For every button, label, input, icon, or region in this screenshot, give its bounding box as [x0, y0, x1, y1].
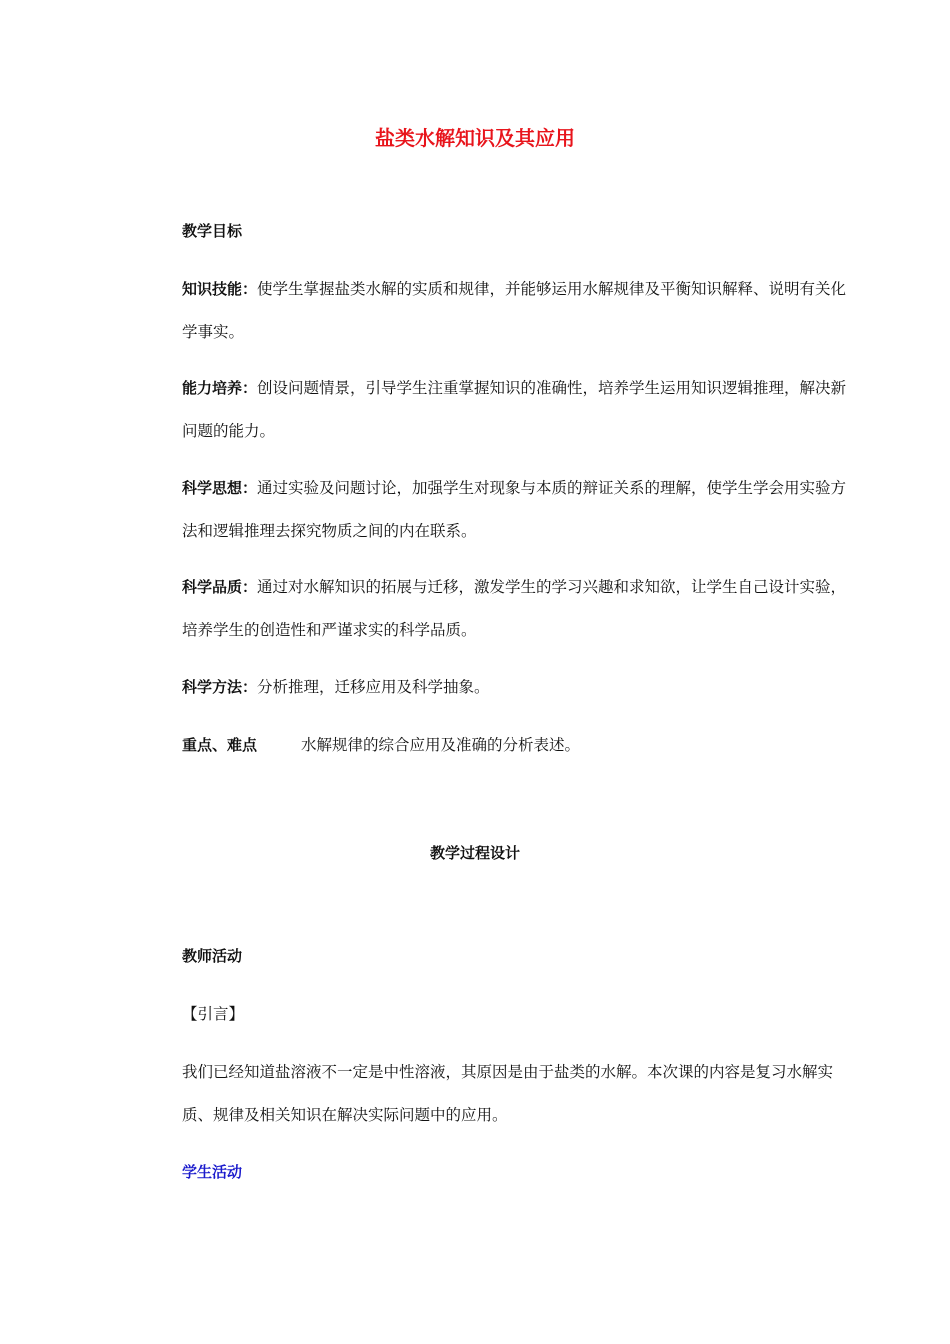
objective-method	[145, 666, 847, 709]
intro-text: 我们已经知道盐溶液不一定是中性溶液，其原因是由于盐类的水解。本次课的内容是复习水解实质、规律及相关知识在解决实际问题中的应用。	[182, 1063, 834, 1124]
intro-label: 【引言】	[182, 1005, 245, 1023]
objectives-heading: 教学目标	[182, 222, 243, 240]
objective-text: 分析推理，迁移应用及科学抽象。	[257, 678, 490, 696]
objective-text: 通过对水解知识的拓展与迁移，激发学生的学习兴趣和求知欲，让学生自己设计实验，培养学生的创造性和严谨求实的科学品质。	[182, 578, 847, 639]
student-heading: 学生活动	[182, 1163, 243, 1181]
objective-label: 科学品质：	[182, 578, 258, 596]
objective-quality	[145, 566, 847, 652]
objective-knowledge	[145, 268, 847, 354]
objective-label: 知识技能：	[182, 280, 258, 298]
objective-thinking	[145, 467, 847, 553]
key-points-text: 水解规律的综合应用及准确的分析表述。	[301, 736, 581, 754]
objective-label: 科学思想：	[182, 479, 258, 497]
process-heading: 教学过程设计	[429, 844, 520, 862]
objective-ability	[145, 367, 847, 453]
key-points	[145, 724, 847, 767]
objective-label: 科学方法：	[182, 678, 258, 696]
teacher-heading: 教师活动	[182, 947, 243, 965]
objective-text: 创设问题情景，引导学生注重掌握知识的准确性，培养学生运用知识逻辑推理，解决新问题的能力。	[182, 379, 847, 440]
key-points-label: 重点、难点	[182, 736, 258, 754]
document-title: 盐类水解知识及其应用	[375, 126, 575, 150]
objective-text: 通过实验及问题讨论，加强学生对现象与本质的辩证关系的理解，使学生学会用实验方法和逻辑推理去探究物质之间的内在联系。	[182, 479, 847, 540]
objective-label: 能力培养：	[182, 379, 258, 397]
objective-text: 使学生掌握盐类水解的实质和规律，并能够运用水解规律及平衡知识解释、说明有关化学事实。	[182, 280, 847, 341]
